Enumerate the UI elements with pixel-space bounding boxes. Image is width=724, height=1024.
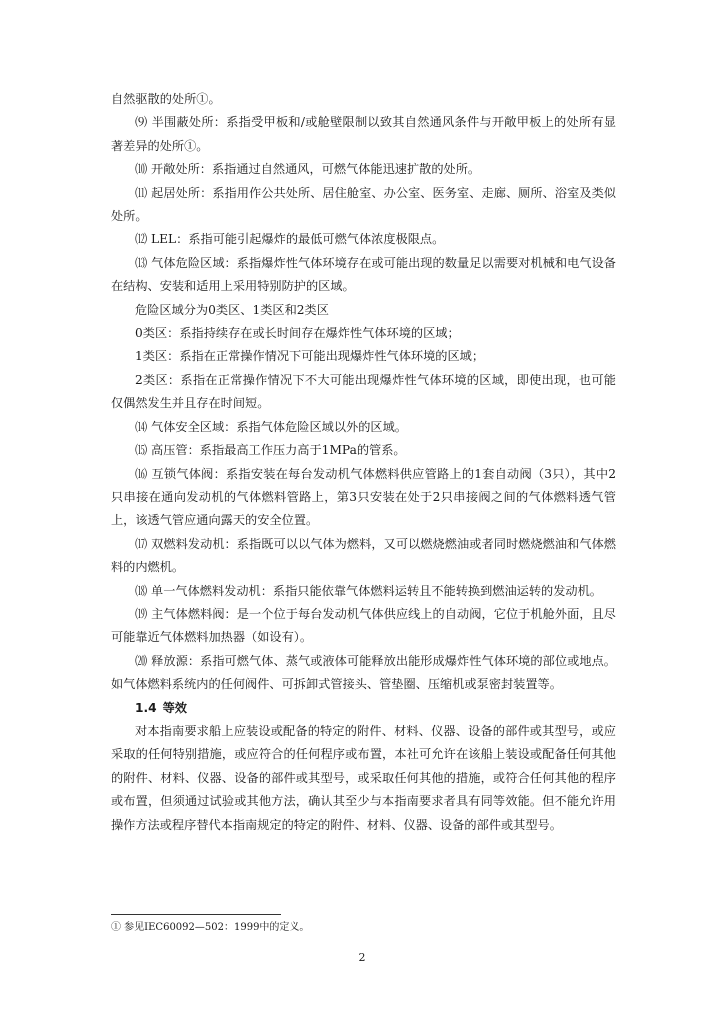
definition-paragraph: ⒁ 气体安全区域：系指气体危险区域以外的区域。 [135, 419, 407, 434]
section-number: 1.4 [135, 700, 157, 715]
section-title: 等效 [162, 700, 187, 715]
definition-paragraph: 危险区域分为0类区、1类区和2类区 [135, 302, 329, 317]
definition-paragraph: ⒅ 单一气体燃料发动机：系指只能依靠气体燃料运转且不能转换到燃油运转的发动机。 [135, 583, 602, 598]
footnote: ① 参见IEC60092—502：1999中的定义。 [111, 922, 310, 933]
definition-paragraph: ⑽ 开敞处所：系指通过自然通风，可燃气体能迅速扩散的处所。 [135, 162, 481, 177]
definition-paragraph: ⑾ 起居处所：系指用作公共处所、居住舱室、办公室、医务室、走廊、厕所、浴室及类似处所。 [111, 185, 616, 224]
footnote-divider [111, 914, 281, 915]
section-body: 对本指南要求船上应装设或配备的特定的附件、材料、仪器、设备的部件或其型号，或应采取的任何特别措施，或应符合的任何程序或布置，本社可允许在该船上装设或配备任何其他的附件、材料、仪器、设备的部件或其型号，或采取任何其他的措施，或符合任何其他的程序或布置，但须通过试验或其他方法，确认其至少与本指南要求者具有同等效能。但不能允许用操作方法或程序替代本指南规定的特定的附件、材料、仪器、设备的部件或其型号。 [111, 723, 616, 832]
definition-paragraph: ⒇ 释放源：系指可燃气体、蒸气或液体可能释放出能形成爆炸性气体环境的部位或地点。如气体燃料系统内的任何阀件、可拆卸式管接头、管垫圈、压缩机或泵密封装置等。 [111, 653, 616, 692]
definition-paragraph: 自然驱散的处所①。 [111, 92, 221, 106]
body-text [111, 88, 616, 837]
definition-paragraph: ⒀ 气体危险区域：系指爆炸性气体环境存在或可能出现的数量足以需要对机械和电气设备在结构、安装和适用上采用特别防护的区域。 [111, 255, 616, 294]
section-heading [111, 697, 616, 720]
definition-paragraph: ⑿ LEL：系指可能引起爆炸的最低可燃气体浓度极限点。 [135, 232, 445, 247]
definition-paragraph: ⒃ 互锁气体阀：系指安装在每台发动机气体燃料供应管路上的1套自动阀（3只），其中2只串接在通向发动机的气体燃料管路上，第3只安装在处于2只串接阀之间的气体燃料透气管上，该透气管应通向露天的安全位置。 [111, 466, 616, 528]
definition-paragraph: ⑼ 半围蔽处所：系指受甲板和/或舱壁限制以致其自然通风条件与开敞甲板上的处所有显著差异的处所①。 [111, 115, 616, 153]
definition-paragraph: ⒄ 双燃料发动机：系指既可以以气体为燃料，又可以燃烧燃油或者同时燃烧燃油和气体燃料的内燃机。 [111, 536, 616, 575]
definition-list [111, 88, 616, 697]
definition-paragraph: 0类区：系指持续存在或长时间存在爆炸性气体环境的区域； [135, 326, 460, 341]
definition-paragraph: 1类区：系指在正常操作情况下可能出现爆炸性气体环境的区域； [135, 349, 485, 364]
definition-paragraph: ⒆ 主气体燃料阀：是一个位于每台发动机气体供应线上的自动阀，它位于机舱外面，且尽可能靠近气体燃料加热器（如设有）。 [111, 606, 616, 645]
definition-paragraph: ⒂ 高压管：系指最高工作压力高于1MPa的管系。 [135, 443, 406, 458]
definition-paragraph: 2类区：系指在正常操作情况下不大可能出现爆炸性气体环境的区域，即使出现，也可能仅偶然发生并且存在时间短。 [111, 372, 616, 411]
page-number: 2 [358, 951, 366, 964]
